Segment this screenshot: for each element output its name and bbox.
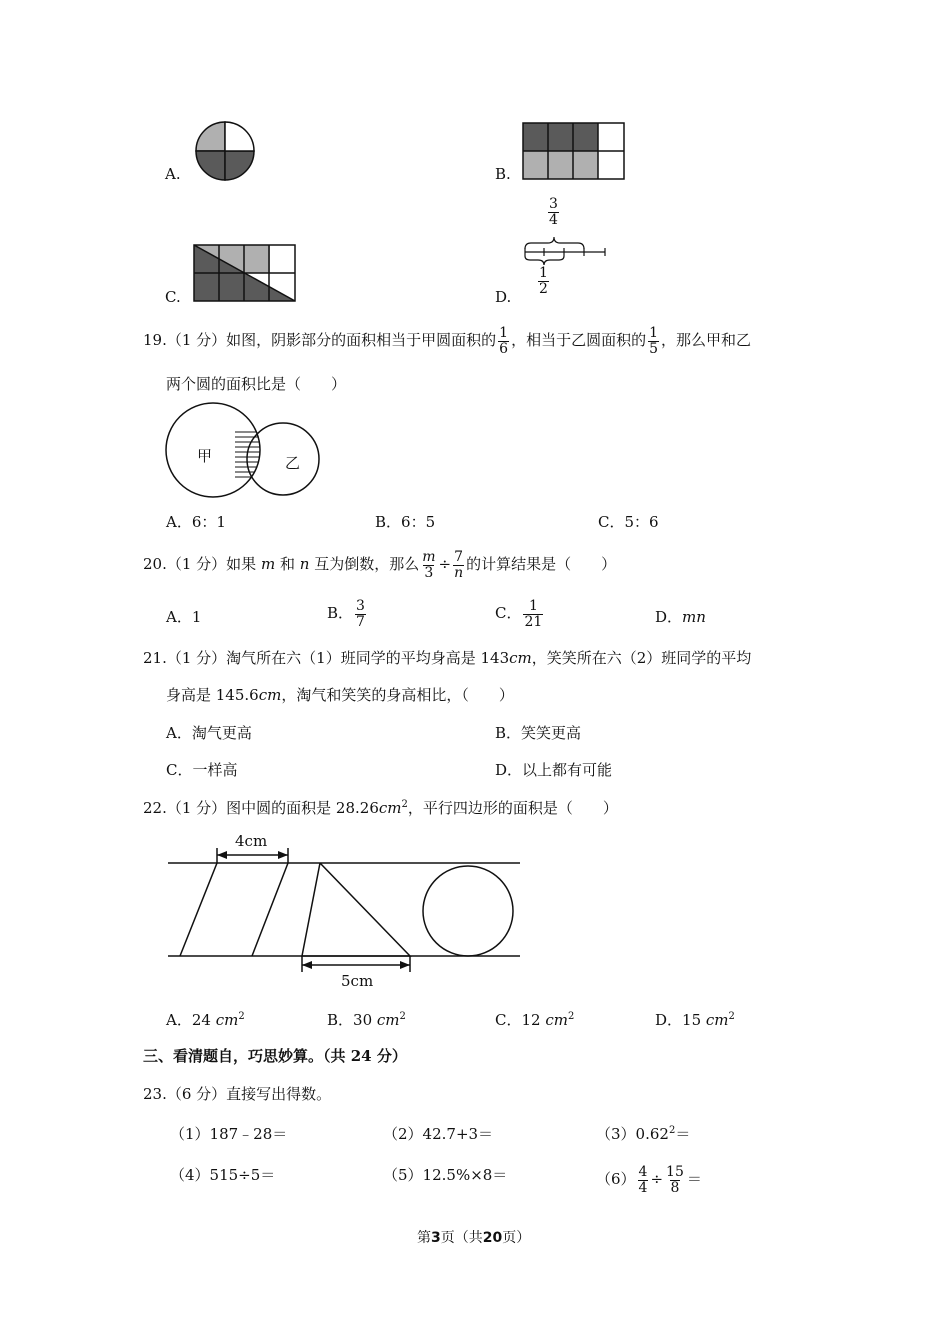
q19-option-a: A．6：1 (166, 513, 226, 531)
q20-stem (143, 545, 616, 583)
q18-option-d-top-fraction (548, 197, 559, 228)
q21-stem-line2 (166, 684, 514, 705)
q18-option-b-figure (522, 122, 626, 180)
fraction-denominator: 6 (499, 340, 509, 357)
fraction-denominator: 4 (549, 212, 558, 228)
q22-option-c (495, 1009, 574, 1030)
superscript: 2 (401, 799, 408, 810)
q19-fraction-1 (498, 326, 509, 357)
fraction-denominator: 7 (356, 613, 365, 630)
fraction-denominator: 8 (670, 1179, 680, 1196)
fraction-numerator: m (422, 548, 436, 565)
q23-item-6-fraction-2 (665, 1165, 685, 1196)
superscript: 2 (567, 1011, 575, 1022)
q21-option-c: C．一样高 (166, 761, 238, 779)
q19-fraction-2 (648, 326, 659, 357)
q22-label-5cm: 5cm (341, 972, 374, 990)
unit: cm (258, 686, 282, 704)
q18-option-b-label: B. (495, 165, 511, 183)
unit: cm (705, 1011, 729, 1029)
q19-option-b: B．6：5 (375, 513, 436, 531)
q23-item-6 (596, 1160, 702, 1198)
superscript: 2 (238, 1011, 245, 1022)
q18-option-c-figure (193, 244, 297, 302)
q22-option-b (327, 1009, 406, 1030)
q23-title: 23.（6 分）直接写出得数。 (143, 1085, 332, 1103)
q20-text: 20.（1 分）如果 (143, 555, 257, 573)
q20-text: 的计算结果是（ ） (466, 555, 617, 573)
fraction-numerator: 7 (454, 548, 464, 565)
option-label: B． (327, 604, 354, 622)
fraction-numerator: 3 (549, 196, 558, 212)
unit: cm (509, 649, 532, 667)
fraction-denominator: 21 (524, 613, 543, 630)
q21-text: 身高是 145.6 (166, 686, 259, 704)
q23-item-2: （2）42.7+3＝ (383, 1125, 494, 1143)
q21-text: 21.（1 分）淘气所在六（1）班同学的平均身高是 143 (143, 649, 510, 667)
unit: cm (545, 1011, 568, 1029)
q23-text: ＝ (675, 1125, 691, 1143)
q19-text: ，那么甲和乙 (661, 331, 752, 349)
q22-stem (143, 797, 618, 818)
q23-item-3 (596, 1123, 690, 1144)
q20-var-n: n (299, 555, 310, 573)
q22-label-4cm: 4cm (235, 832, 268, 850)
page-footer (417, 1227, 530, 1247)
q20-divide-sign: ÷ (438, 555, 452, 573)
q23-item-5: （5）12.5%×8＝ (383, 1166, 508, 1184)
q23-text: （3）0.62 (596, 1125, 669, 1143)
superscript: 2 (399, 1011, 406, 1022)
q18-option-a-label: A. (165, 165, 181, 183)
fraction-denominator: n (454, 564, 464, 581)
q18-option-c-label: C. (165, 288, 181, 306)
q22-option-d (655, 1009, 735, 1030)
q22-text: ，平行四边形的面积是（ ） (407, 799, 618, 817)
q19-text: 19.（1 分）如图，阴影部分的面积相当于甲圆面积的 (143, 331, 497, 349)
option-label: C． (495, 604, 522, 622)
option-label: B．30 (327, 1011, 377, 1029)
q20-var-m: m (260, 555, 276, 573)
unit: cm (376, 1011, 400, 1029)
q20-text: 互为倒数，那么 (314, 555, 420, 573)
q20-option-b-fraction (355, 599, 366, 630)
fraction-numerator: 1 (499, 324, 509, 341)
q23-divide-sign: ÷ (650, 1170, 664, 1188)
q23-item-4: （4）515÷5＝ (170, 1166, 276, 1184)
fraction-numerator: 4 (638, 1163, 648, 1180)
q21-option-a: A．淘气更高 (166, 724, 252, 742)
fraction-numerator: 1 (649, 324, 659, 341)
q20-option-c-fraction (523, 599, 543, 630)
q21-stem-line1 (143, 647, 751, 668)
q19-stem-line2: 两个圆的面积比是（ ） (166, 375, 347, 393)
q20-text: 和 (279, 555, 295, 573)
q23-item-1: （1）187﹣28＝ (170, 1125, 288, 1143)
q21-text: ，笑笑所在六（2）班同学的平均 (531, 649, 752, 667)
option-label: C．12 (495, 1011, 546, 1029)
q22-geometry-figure (160, 840, 530, 980)
fraction-numerator: 1 (539, 265, 548, 281)
q19-label-jia: 甲 (197, 447, 213, 465)
q20-option-b (327, 594, 368, 632)
q22-option-a (166, 1009, 245, 1030)
superscript: 2 (668, 1125, 676, 1136)
q21-option-d: D．以上都有可能 (495, 761, 613, 779)
q19-stem-line1 (143, 322, 751, 358)
q22-text: 22.（1 分）图中圆的面积是 28.26 (143, 799, 379, 817)
q20-option-d (655, 606, 706, 627)
fraction-denominator: 4 (638, 1179, 648, 1196)
q18-option-d-label: D. (495, 288, 512, 306)
fraction-numerator: 15 (666, 1163, 684, 1180)
unit: cm (378, 799, 402, 817)
footer-text: 页（共 (440, 1230, 483, 1246)
unit: cm (215, 1011, 239, 1029)
option-label: A．24 (166, 1011, 216, 1029)
q21-option-b: B．笑笑更高 (495, 724, 582, 742)
fraction-denominator: 3 (424, 564, 434, 581)
fraction-denominator: 5 (649, 340, 659, 357)
q23-item-6-fraction-1 (638, 1165, 649, 1196)
footer-text: 页） (502, 1230, 531, 1246)
q19-text: ，相当于乙圆面积的 (511, 331, 647, 349)
q23-text: ＝ (686, 1170, 702, 1188)
option-label: D．15 (655, 1011, 706, 1029)
q20-option-c (495, 594, 545, 632)
option-value: mn (682, 608, 706, 626)
q19-circles-figure (165, 402, 325, 502)
q20-option-a: A．1 (166, 608, 202, 626)
fraction-numerator: 1 (528, 597, 538, 614)
fraction-numerator: 3 (356, 597, 365, 614)
footer-page-number: 3 (431, 1230, 441, 1246)
footer-text: 第 (417, 1230, 431, 1246)
q23-text: （6） (596, 1170, 636, 1188)
option-label: D． (655, 608, 683, 626)
footer-total-pages: 20 (482, 1230, 503, 1246)
q20-fraction-1 (421, 550, 436, 581)
q18-option-d-bottom-fraction (538, 266, 549, 297)
q21-text: ，淘气和笑笑的身高相比，（ ） (281, 686, 514, 704)
q19-label-yi: 乙 (285, 454, 301, 472)
q20-fraction-2 (453, 550, 464, 581)
fraction-denominator: 2 (539, 281, 548, 297)
q18-option-a-figure (195, 121, 255, 181)
section-3-title: 三、看清题自，巧思妙算。（共 24 分） (143, 1047, 407, 1065)
q18-option-d-brace-figure (520, 232, 610, 266)
q19-option-c: C．5：6 (598, 513, 659, 531)
superscript: 2 (728, 1011, 735, 1022)
